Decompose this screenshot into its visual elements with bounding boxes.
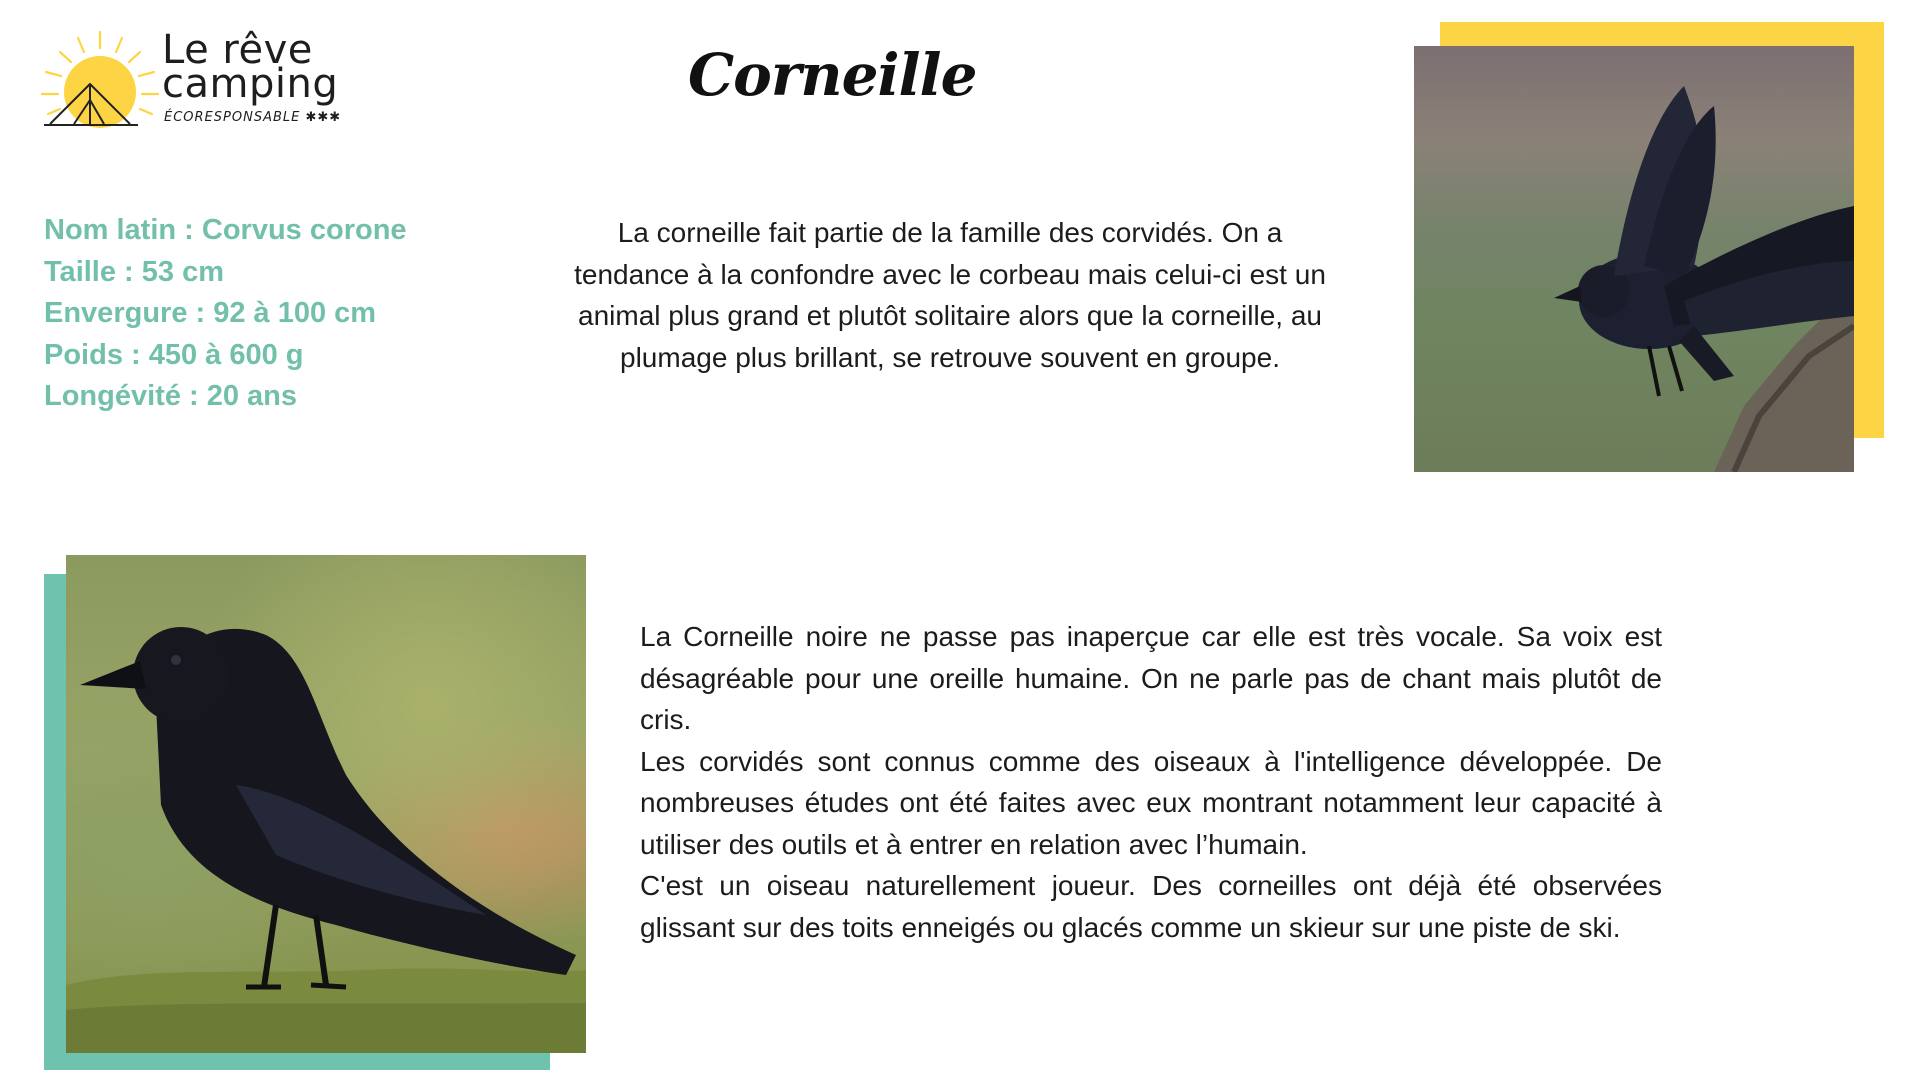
fact-longevity: Longévité : 20 ans <box>44 380 298 412</box>
body-paragraphs <box>640 616 1662 948</box>
crow-photo-standing <box>66 555 586 1053</box>
fact-weight: Poids : 450 à 600 g <box>44 338 304 371</box>
body-paragraph-voice: La Corneille noire ne passe pas inaperçue car elle est très vocale. Sa voix est désagréable pour une oreille humaine. On ne parle pas de chant mais plutôt de cris. <box>640 621 1662 735</box>
intro-paragraph: La corneille fait partie de la famille des corvidés. On a tendance à la confondre avec le corbeau mais celui-ci est un animal plus grand et plutôt solitaire alors que la corneille, au plumage plus brillant, se retrouve souvent en groupe. <box>574 217 1326 373</box>
fact-latin-name: Nom latin : Corvus corone <box>44 214 407 246</box>
crow-photo-flying <box>1414 46 1854 472</box>
crow-wings-spread-illustration <box>1414 46 1854 472</box>
fact-wingspan: Envergure : 92 à 100 cm <box>44 297 377 329</box>
body-paragraph-playful: C'est un oiseau naturellement joueur. Des corneilles ont déjà été observées glissant sur des toits enneigés ou glacés comme un skieur sur une piste de ski. <box>640 870 1662 943</box>
logo-tagline: ÉCORESPONSABLE ✱✱✱ <box>164 110 342 125</box>
crow-standing-illustration <box>66 555 586 1053</box>
fact-size: Taille : 53 cm <box>44 255 224 288</box>
facts-list <box>44 210 407 418</box>
body-paragraph-intelligence: Les corvidés sont connus comme des oiseaux à l'intelligence développée. De nombreuses études ont été faites avec eux montrant notamment leur capacité à utiliser des outils et à entrer en relation avec l’humain. <box>640 745 1662 860</box>
logo-name-line1: Le rêve <box>162 27 313 73</box>
logo <box>38 26 358 136</box>
page-title: Corneille <box>688 41 977 109</box>
logo-name-line2: camping <box>162 61 339 107</box>
sun-tent-icon <box>38 26 162 130</box>
